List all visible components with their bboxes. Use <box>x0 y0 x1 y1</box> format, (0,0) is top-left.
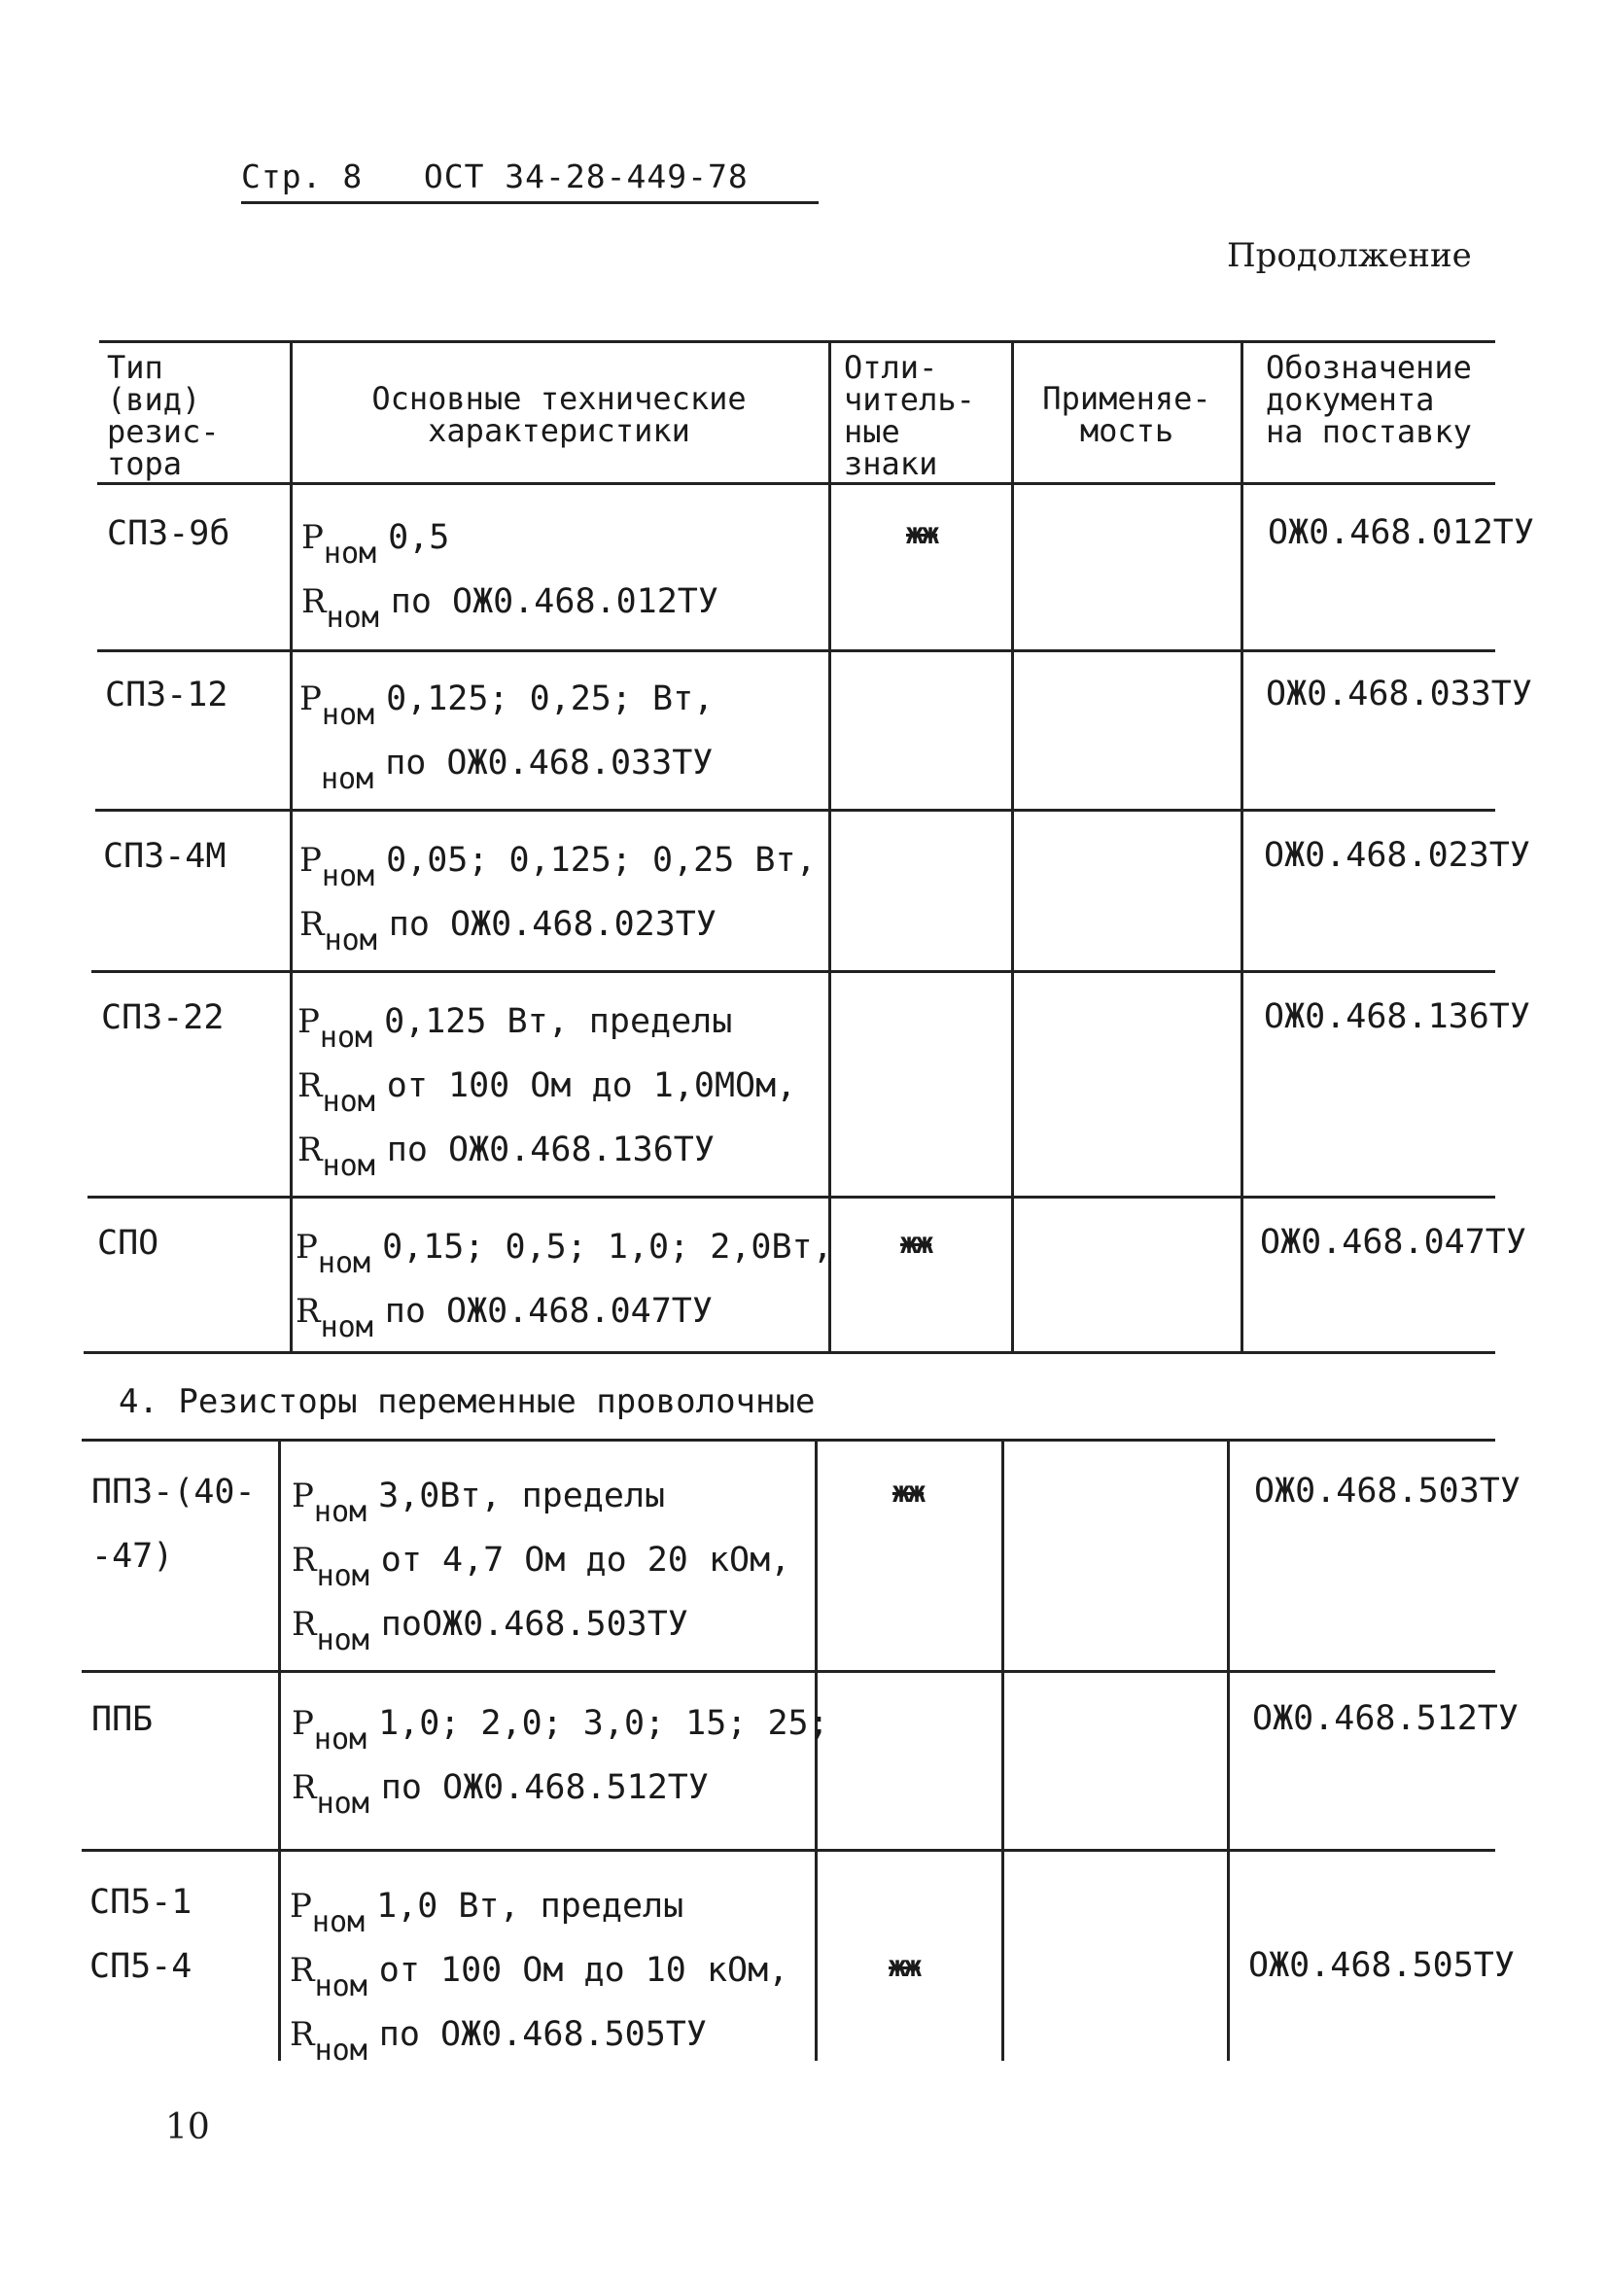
char-line: Rном по ОЖ0.468.505ТУ <box>290 2015 707 2068</box>
column-header-marks: Отли- читель- ные знаки <box>844 349 975 482</box>
delivery-document: ОЖ0.468.512ТУ <box>1252 1699 1519 1738</box>
table-row-type: СП3-4М <box>103 837 227 876</box>
row-divider <box>95 809 1495 812</box>
delivery-document: ОЖ0.468.012ТУ <box>1268 513 1534 552</box>
section-title: 4. Резисторы переменные проволочные <box>119 1382 816 1421</box>
column-divider-3 <box>1011 340 1014 1351</box>
row-divider <box>87 1196 1495 1199</box>
table-row-type: СПО <box>97 1224 159 1263</box>
table-row-characteristics <box>290 1882 788 2074</box>
table-row-characteristics <box>296 1223 833 1351</box>
char-line: Rном поОЖ0.468.503ТУ <box>292 1605 688 1657</box>
row-divider <box>91 970 1495 973</box>
table-row-characteristics <box>299 675 714 803</box>
char-line: Rном от 100 Ом до 10 кОм, <box>290 1951 789 2003</box>
column-header-document: Обозначение документа на поставку <box>1266 349 1472 450</box>
char-line: Pном 0,15; 0,5; 1,0; 2,0Вт, <box>296 1228 833 1280</box>
char-line: Rном от 100 Ом до 1,0МОм, <box>297 1066 797 1119</box>
page-number: 10 <box>165 2107 210 2147</box>
table-top-border <box>99 340 1495 343</box>
table-row-type: СП5-1 СП5-4 <box>89 1883 192 1986</box>
table-row-type: ППБ <box>91 1700 154 1739</box>
char-line: Pном 0,125 Вт, пределы <box>297 1002 733 1055</box>
delivery-document: ОЖ0.468.033ТУ <box>1266 675 1532 713</box>
char-line: Pном 0,5 <box>301 518 450 571</box>
table-row-type: СП3-9б <box>107 514 230 553</box>
char-line: Rном от 4,7 Ом до 20 кОм, <box>292 1541 791 1593</box>
column-header-applicability: Применяе- мость <box>1042 380 1211 449</box>
char-line: ном по ОЖ0.468.033ТУ <box>321 744 714 796</box>
delivery-document: ОЖ0.468.023ТУ <box>1264 836 1530 875</box>
section-top-border <box>82 1439 1495 1442</box>
table-row-type: СП3-22 <box>101 998 225 1037</box>
page-label: Стр. 8 <box>241 157 364 195</box>
table-row-characteristics <box>292 1699 829 1827</box>
column-divider-1 <box>278 1439 281 2061</box>
table-row-characteristics <box>299 836 817 964</box>
row-divider <box>84 1351 1495 1354</box>
table-header-bottom-border <box>97 482 1495 485</box>
char-line: Rном по ОЖ0.468.136ТУ <box>297 1131 715 1183</box>
char-line: Pном 1,0 Вт, пределы <box>290 1887 684 1939</box>
char-line: Pном 1,0; 2,0; 3,0; 15; 25; <box>292 1704 829 1757</box>
page-header <box>241 157 819 204</box>
distinctive-mark: жж <box>900 1227 932 1261</box>
char-line: Pном 3,0Вт, пределы <box>292 1477 666 1529</box>
char-line: Pном 0,125; 0,25; Вт, <box>299 679 715 732</box>
table-row-characteristics <box>292 1472 790 1664</box>
row-divider <box>82 1849 1495 1852</box>
column-divider-2 <box>828 340 831 1351</box>
standard-number: ОСТ 34-28-449-78 <box>423 157 749 195</box>
delivery-document: ОЖ0.468.047ТУ <box>1260 1223 1526 1262</box>
row-divider <box>82 1670 1495 1673</box>
table-row-type: СП3-12 <box>105 676 228 714</box>
delivery-document: ОЖ0.468.136ТУ <box>1264 997 1530 1036</box>
table-row-characteristics <box>297 997 796 1190</box>
table-row-type: ППЗ-(40- -47) <box>91 1473 256 1576</box>
column-divider-1 <box>290 340 293 1351</box>
column-divider-3 <box>1001 1439 1004 2061</box>
char-line: Rном по ОЖ0.468.512ТУ <box>292 1768 709 1821</box>
continuation-label: Продолжение <box>1227 236 1472 275</box>
char-line: Pном 0,05; 0,125; 0,25 Вт, <box>299 841 817 893</box>
char-line: Rном по ОЖ0.468.023ТУ <box>299 905 717 957</box>
delivery-document: ОЖ0.468.505ТУ <box>1248 1946 1515 1985</box>
char-line: Rном по ОЖ0.468.047ТУ <box>296 1292 713 1344</box>
table-row-characteristics <box>301 513 718 642</box>
column-header-characteristics: Основные технические характеристики <box>371 380 747 449</box>
distinctive-mark: жж <box>892 1476 925 1510</box>
column-divider-4 <box>1241 340 1243 1351</box>
char-line: Rном по ОЖ0.468.012ТУ <box>301 582 718 635</box>
delivery-document: ОЖ0.468.503ТУ <box>1254 1472 1521 1511</box>
distinctive-mark: жж <box>889 1950 921 1984</box>
column-divider-4 <box>1227 1439 1230 2061</box>
column-header-type: Тип (вид) резис- тора <box>107 349 220 482</box>
row-divider <box>97 649 1495 652</box>
distinctive-mark: жж <box>906 517 938 551</box>
